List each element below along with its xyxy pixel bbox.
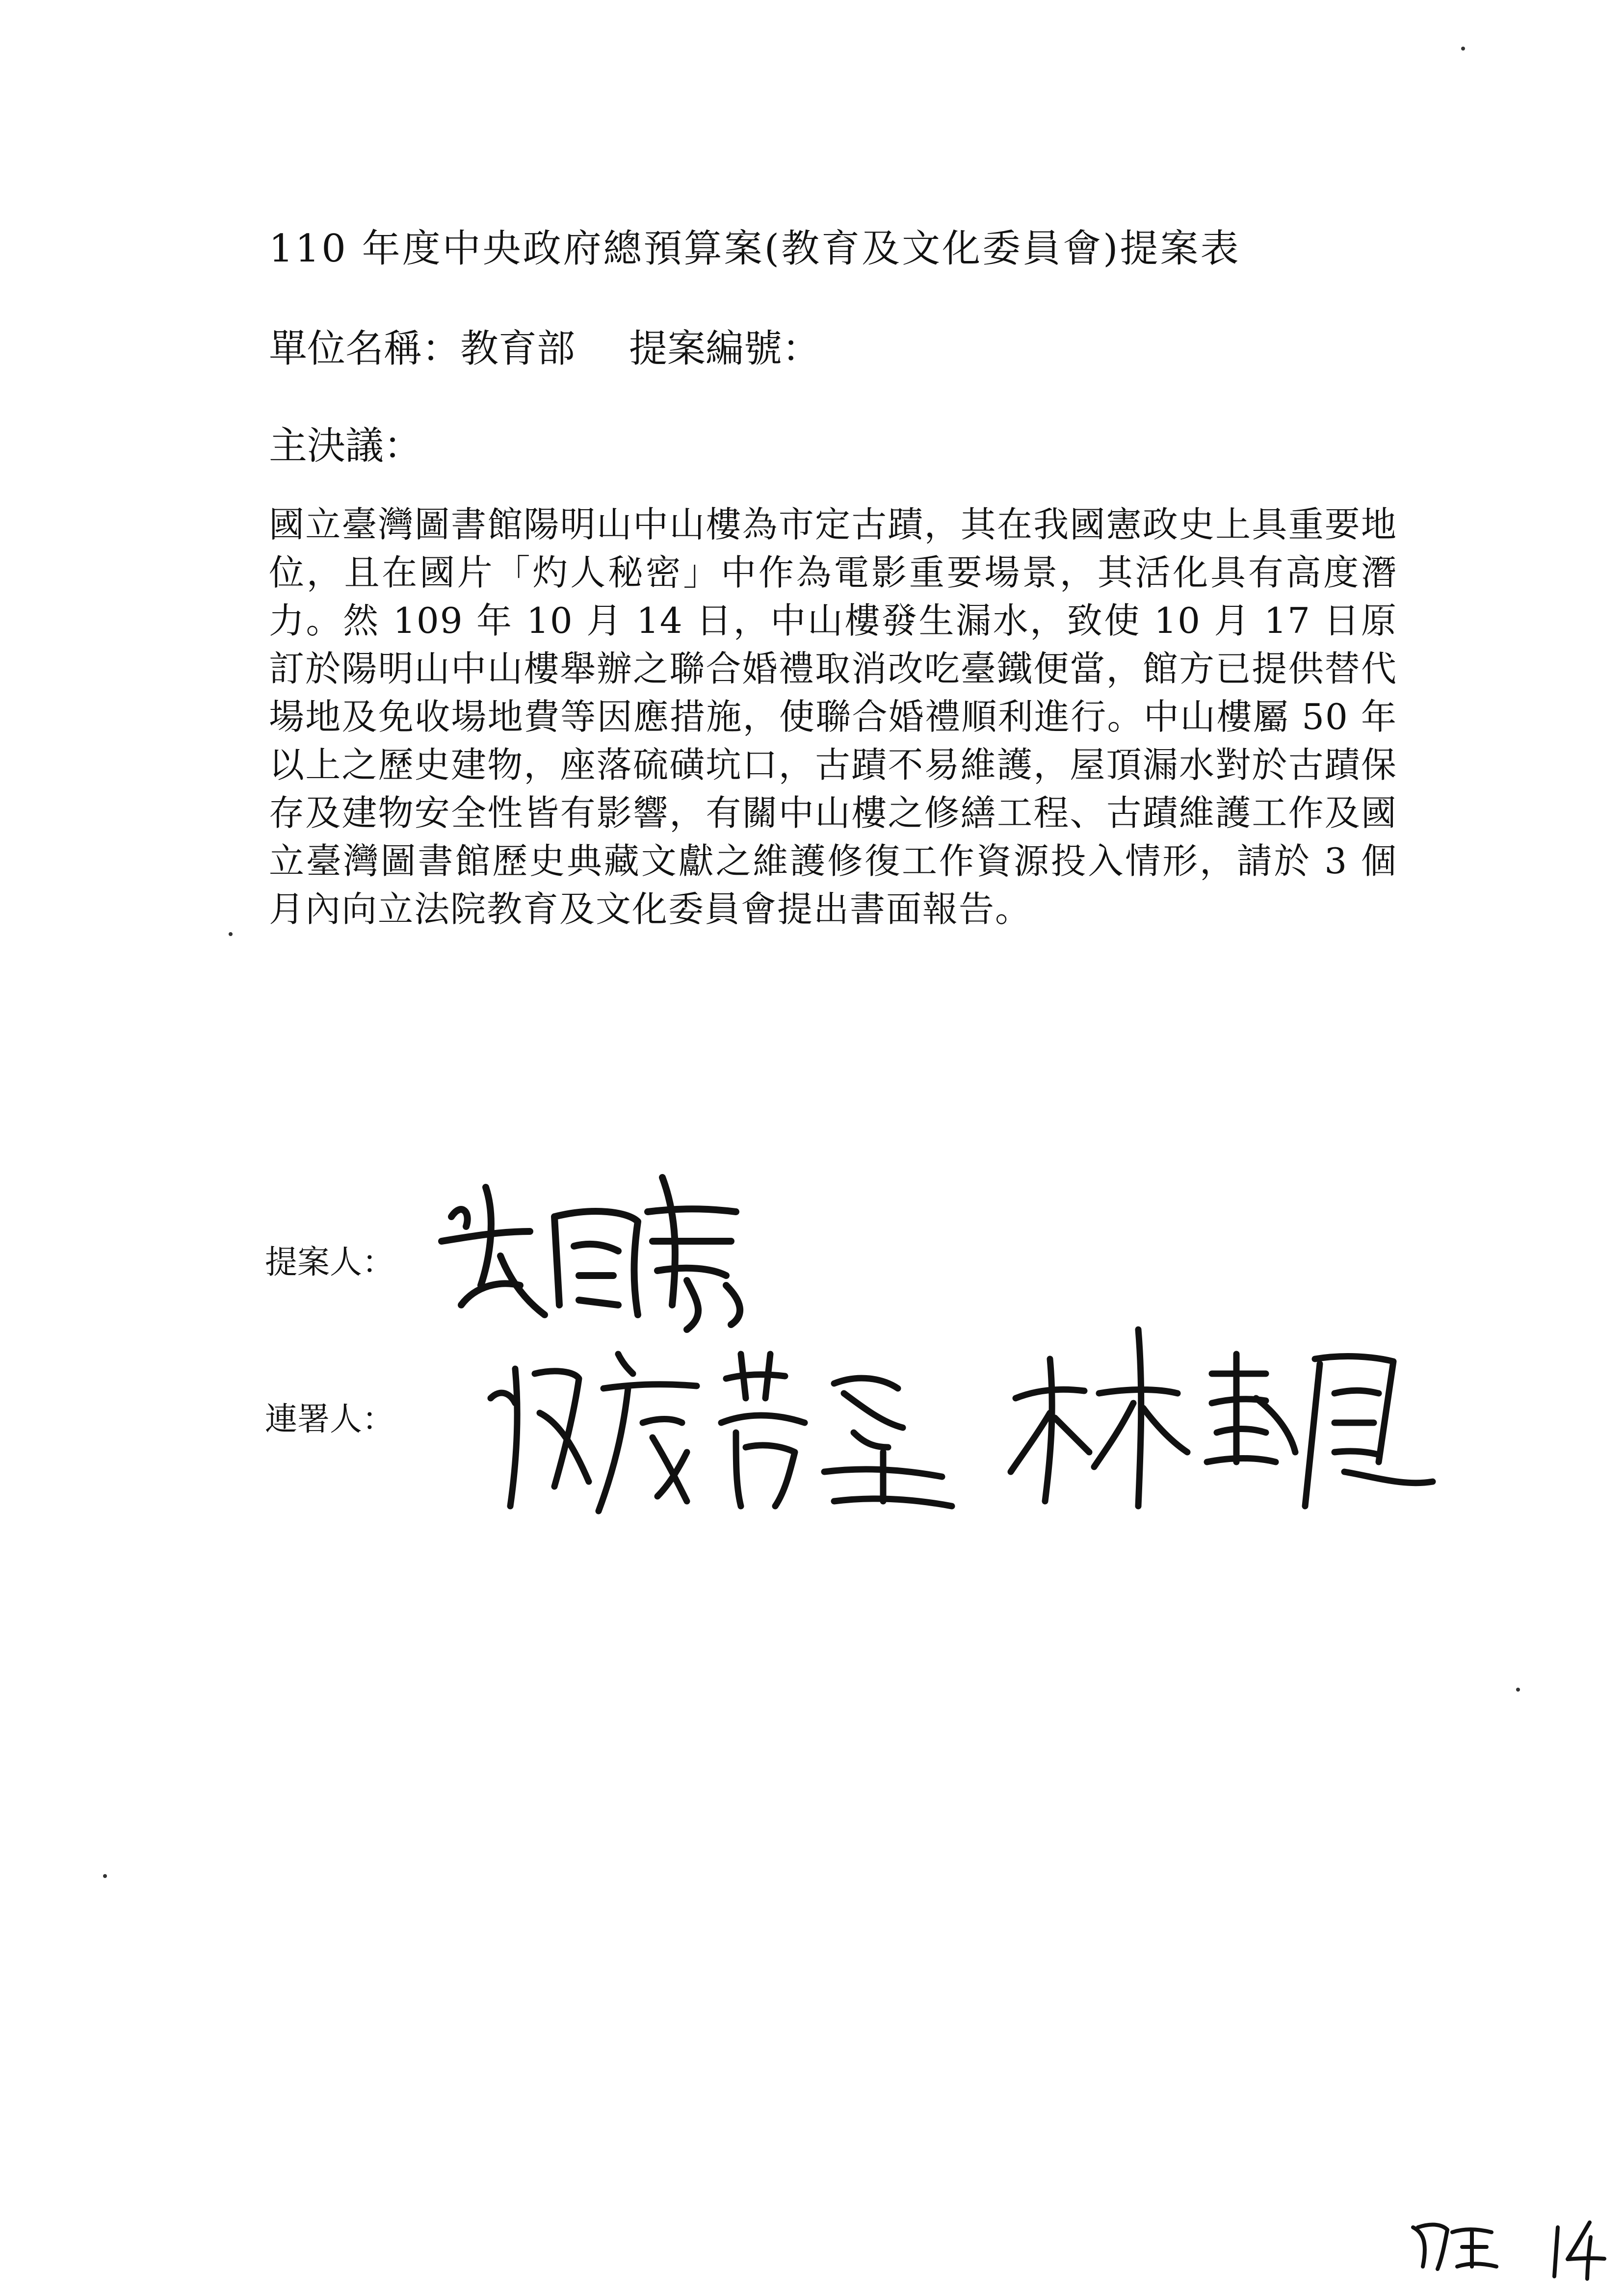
document-title: 110 年度中央政府總預算案(教育及文化委員會)提案表 bbox=[269, 227, 1241, 271]
cosigner-label: 連署人： bbox=[265, 1400, 394, 1438]
unit-name: 單位名稱：教育部 bbox=[269, 327, 576, 371]
proposer-label: 提案人： bbox=[265, 1243, 394, 1281]
scan-speck bbox=[1461, 47, 1465, 51]
resolution-label: 主決議： bbox=[269, 424, 422, 468]
resolution-body: 國立臺灣圖書館陽明山中山樓為市定古蹟，其在我國憲政史上具重要地位，且在國片「灼人秘密」中作為電影重要場景，其活化具有高度潛力。然 109 年 10 月 14 日，中山樓發生漏水，致使 10 月 17 日原訂於陽明山中山樓舉辦之聯合婚禮取消改吃臺鐵便當，館方已提供替代場地及免收場地費等因應措施，使聯合婚禮順利進行。中山樓屬 50 年以上之歷史建物，座落硫磺坑口，古蹟不易維護，屋頂漏水對於古蹟保存及建物安全性皆有影響，有關中山樓之修繕工程、古蹟維護工作及國立臺灣圖書館歷史典藏文獻之維護修復工作資源投入情形，請於 3 個月內向立法院教育及文化委員會提出書面報告。 bbox=[269, 504, 1397, 930]
page-number bbox=[1545, 2218, 1609, 2281]
scan-speck bbox=[229, 932, 233, 936]
proposal-number-label: 提案編號： bbox=[629, 327, 821, 371]
unit-line bbox=[269, 327, 821, 371]
cosigner-signature-1 bbox=[481, 1325, 971, 1531]
handwritten-mark bbox=[1403, 2213, 1501, 2281]
scan-speck bbox=[103, 1874, 107, 1878]
scan-speck bbox=[1516, 1688, 1520, 1692]
proposer-signature bbox=[432, 1158, 775, 1344]
cosigner-signature-2 bbox=[1001, 1315, 1442, 1521]
